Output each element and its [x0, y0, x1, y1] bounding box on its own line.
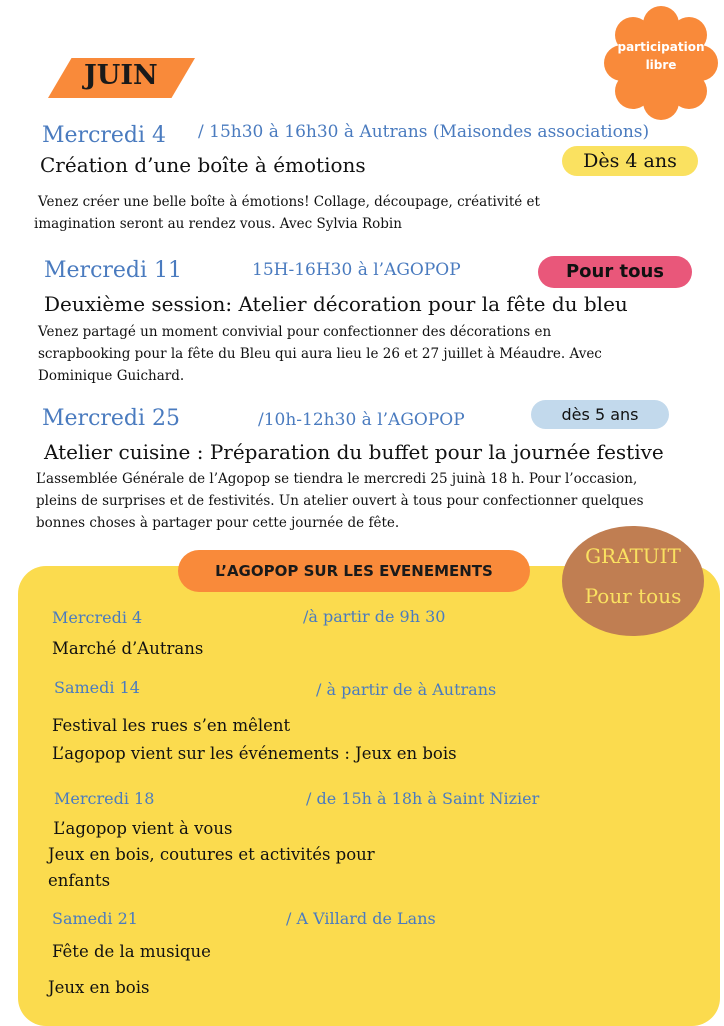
agopop-event-line: Festival les rues s’en mêlent [52, 716, 291, 735]
desc-line: Dominique Guichard. [38, 368, 185, 384]
event-info: /10h-12h30 à l’AGOPOP [258, 410, 465, 430]
gratuit-label: GRATUIT [585, 544, 681, 568]
age-badge-text: Dès 4 ans [583, 150, 677, 172]
event-title: Deuxième session: Atelier décoration pour la fête du bleu [44, 292, 628, 316]
event-date: Mercredi 25 [42, 406, 181, 431]
desc-line: scrapbooking pour la fête du Bleu qui aura lieu le 26 et 27 juillet à Méaudre. Avec [38, 346, 602, 362]
agopop-event-line: L’agopop vient à vous [48, 819, 233, 838]
desc-line: imagination seront au rendez vous. Avec Sylvia Robin [34, 216, 402, 232]
agopop-event-info: /à partir de 9h 30 [303, 607, 446, 626]
age-badge-text: dès 5 ans [561, 405, 639, 424]
event-info: 15H-16H30 à l’AGOPOP [252, 260, 461, 280]
event-date: Mercredi 11 [44, 258, 183, 283]
gratuit-badge [562, 526, 704, 636]
agopop-event-line: Marché d’Autrans [52, 639, 204, 658]
agopop-event-line: enfants [48, 871, 111, 890]
agopop-event-line: Jeux en bois, coutures et activités pour [48, 845, 375, 864]
agopop-event-date: Mercredi 18 [54, 789, 155, 808]
agopop-event-date: Samedi 14 [54, 678, 140, 697]
desc-line: bonnes choses à partager pour cette journée de fête. [36, 515, 400, 531]
price-badge-text [604, 38, 718, 74]
event-description [36, 468, 644, 534]
audience-badge [538, 256, 692, 288]
agopop-event-info: / de 15h à 18h à Saint Nizier [306, 789, 540, 808]
event-description [38, 321, 602, 387]
event-description [34, 191, 540, 235]
price-badge-line: participation [617, 40, 705, 54]
desc-line: Venez partagé un moment convivial pour confectionner des décorations en [38, 324, 552, 340]
agopop-event-info: / à partir de à Autrans [316, 680, 497, 699]
agopop-event-info: / A Villard de Lans [286, 909, 436, 928]
month-title: JUIN [84, 60, 158, 91]
desc-line: Venez créer une belle boîte à émotions! Collage, découpage, créativité et [38, 194, 540, 210]
agopop-event-line: Fête de la musique [52, 942, 211, 961]
pour-tous-label: Pour tous [584, 584, 682, 608]
audience-badge-text: Pour tous [565, 261, 664, 282]
agopop-event-line: L’agopop vient sur les événements : Jeux en bois [52, 744, 457, 763]
agopop-section-title [178, 550, 530, 592]
event-title: Création d’une boîte à émotions [40, 153, 366, 177]
event-title: Atelier cuisine : Préparation du buffet pour la journée festive [44, 440, 664, 464]
agopop-section-title-text: L’AGOPOP SUR LES EVENEMENTS [215, 562, 493, 580]
age-badge [531, 400, 669, 429]
price-badge-line: libre [645, 58, 677, 72]
age-badge [562, 146, 698, 176]
agopop-event-date: Samedi 21 [52, 909, 138, 928]
agopop-event-line: Jeux en bois [48, 978, 150, 997]
agopop-event-date: Mercredi 4 [52, 608, 143, 627]
desc-line: pleins de surprises et de festivités. Un atelier ouvert à tous pour confectionner quelques [36, 493, 644, 509]
event-date: Mercredi 4 [42, 123, 167, 148]
event-info: / 15h30 à 16h30 à Autrans (Maisondes associations) [198, 122, 650, 142]
desc-line: L’assemblée Générale de l’Agopop se tiendra le mercredi 25 juinà 18 h. Pour l’occasion, [36, 471, 638, 487]
